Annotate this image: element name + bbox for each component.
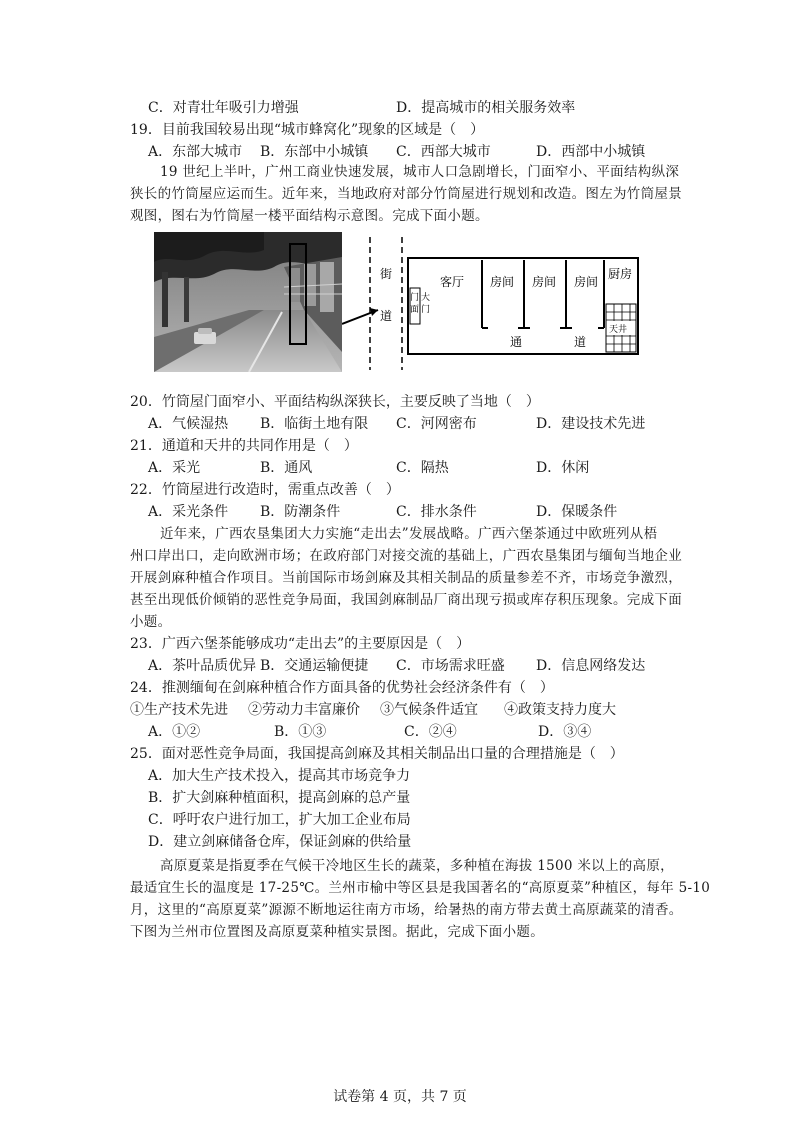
q21-option-b: B．通风 <box>260 460 313 476</box>
corridor-label: 通 <box>510 335 523 349</box>
q18-options <box>148 98 748 118</box>
q24-option-b: B．①③ <box>274 724 327 740</box>
q24-stem: 24．推测缅甸在剑麻种植合作方面具备的优势社会经济条件有（ ） <box>130 680 554 696</box>
passage2-line: 小题。 <box>130 614 172 630</box>
q24-condition: ②劳动力丰富廉价 <box>248 702 360 718</box>
q19-option-d: D．西部中小城镇 <box>536 144 646 160</box>
q22-options <box>148 502 748 522</box>
q25-stem: 25．面对恶性竞争局面，我国提高剑麻及其相关制品出口量的合理措施是（ ） <box>130 746 624 762</box>
room-label-living: 客厅 <box>440 275 465 289</box>
passage3-line: 最适宜生长的温度是 17-25℃。兰州市榆中等区县是我国著名的“高原夏菜”种植区，每年 5-10 <box>130 880 711 896</box>
page-footer: 试卷第 4 页，共 7 页 <box>333 1089 467 1105</box>
corridor-label: 道 <box>574 335 587 349</box>
q20-stem: 20．竹筒屋门面窄小、平面结构纵深狭长，主要反映了当地（ ） <box>130 394 540 410</box>
bamboo-house-street-photo <box>154 232 342 372</box>
q23-option-c: C．市场需求旺盛 <box>396 658 505 674</box>
room-label-kitchen: 厨房 <box>608 267 633 281</box>
street-label: 街 <box>380 267 393 281</box>
q25-option-d: D．建立剑麻储备仓库，保证剑麻的供给量 <box>148 834 412 850</box>
passage2-line: 州口岸出口，走向欧洲市场；在政府部门对接交流的基础上，广西农垦集团与缅甸当地企业 <box>130 548 682 564</box>
q24-option-a: A．①② <box>148 724 201 740</box>
q21-stem: 21．通道和天井的共同作用是（ ） <box>130 438 358 454</box>
gate-label: 门 <box>421 305 431 315</box>
q19-options <box>148 142 748 162</box>
passage3-line: 月，这里的“高原夏菜”源源不断地运往南方市场，给暑热的南方带去黄土高原蔬菜的清香。 <box>130 902 683 918</box>
q22-option-a: A．采光条件 <box>148 504 229 520</box>
passage1-line: 观图，图右为竹筒屋一楼平面结构示意图。完成下面小题。 <box>130 208 489 224</box>
q19-option-a: A．东部大城市 <box>148 144 243 160</box>
q25-option-b: B．扩大剑麻种植面积，提高剑麻的总产量 <box>148 790 411 806</box>
q20-options <box>148 414 748 434</box>
bamboo-house-floor-plan <box>342 232 652 372</box>
q22-option-d: D．保暖条件 <box>536 504 618 520</box>
q23-option-d: D．信息网络发达 <box>536 658 646 674</box>
q18-option-d: D．提高城市的相关服务效率 <box>396 100 576 116</box>
arrow-head-icon <box>370 308 378 316</box>
q25-option-c: C．呼吁农户进行加工，扩大加工企业布局 <box>148 812 411 828</box>
courtyard-label: 天井 <box>609 325 628 335</box>
street-photo-image <box>154 232 342 372</box>
q20-option-d: D．建设技术先进 <box>536 416 646 432</box>
q19-option-c: C．西部大城市 <box>396 144 491 160</box>
q21-option-d: D．休闲 <box>536 460 590 476</box>
passage3-line: 高原夏菜是指夏季在气候干冷地区生长的蔬菜，多种植在海拔 1500 米以上的高原， <box>160 858 674 874</box>
q24-option-d: D．③④ <box>538 724 592 740</box>
q21-option-c: C．隔热 <box>396 460 449 476</box>
q22-option-b: B．防潮条件 <box>260 504 341 520</box>
q22-option-c: C．排水条件 <box>396 504 477 520</box>
door-label: 面 <box>410 305 420 315</box>
q24-condition: ④政策支持力度大 <box>504 702 616 718</box>
room-label: 房间 <box>490 275 515 289</box>
q24-options <box>148 722 748 742</box>
street-label: 道 <box>380 309 393 323</box>
q21-options <box>148 458 748 478</box>
q21-option-a: A．采光 <box>148 460 201 476</box>
passage2-line: 开展剑麻种植合作项目。当前国际市场剑麻及其相关制品的质量参差不齐，市场竞争激烈， <box>130 570 682 586</box>
q18-option-c: C．对青壮年吸引力增强 <box>148 100 299 116</box>
q24-condition: ①生产技术先进 <box>130 702 228 718</box>
q24-option-c: C．②④ <box>404 724 457 740</box>
q19-stem: 19．目前我国较易出现“城市蜂窝化”现象的区域是（ ） <box>130 122 485 138</box>
passage3-line: 下图为兰州市位置图及高原夏菜种植实景图。据此，完成下面小题。 <box>130 924 544 940</box>
q20-option-c: C．河网密布 <box>396 416 477 432</box>
passage1-line: 19 世纪上半叶，广州工商业快速发展，城市人口急剧增长，门面窄小、平面结构纵深 <box>160 164 680 180</box>
q24-conditions <box>130 700 750 720</box>
q23-option-a: A．茶叶品质优异 <box>148 658 257 674</box>
q20-option-b: B．临街土地有限 <box>260 416 369 432</box>
passage1-line: 狭长的竹筒屋应运而生。近年来，当地政府对部分竹筒屋进行规划和改造。图左为竹筒屋景 <box>130 186 682 202</box>
q23-stem: 23．广西六堡茶能够成功“走出去”的主要原因是（ ） <box>130 636 471 652</box>
q23-option-b: B．交通运输便捷 <box>260 658 369 674</box>
floor-plan-diagram <box>342 232 652 372</box>
door-label: 门 <box>410 293 420 303</box>
q20-option-a: A．气候湿热 <box>148 416 229 432</box>
room-label: 房间 <box>532 275 557 289</box>
passage2-line: 近年来，广西农垦集团大力实施“走出去”发展战略。广西六堡茶通过中欧班列从梧 <box>160 526 658 542</box>
gate-label: 大 <box>421 293 431 303</box>
q24-condition: ③气候条件适宜 <box>380 702 478 718</box>
q19-option-b: B．东部中小城镇 <box>260 144 369 160</box>
q25-option-a: A．加大生产技术投入，提高其市场竞争力 <box>148 768 411 784</box>
room-label: 房间 <box>574 275 599 289</box>
q22-stem: 22．竹筒屋进行改造时，需重点改善（ ） <box>130 482 400 498</box>
q23-options <box>148 656 748 676</box>
passage2-line: 甚至出现低价倾销的恶性竞争局面，我国剑麻制品厂商出现亏损或库存积压现象。完成下面 <box>130 592 682 608</box>
